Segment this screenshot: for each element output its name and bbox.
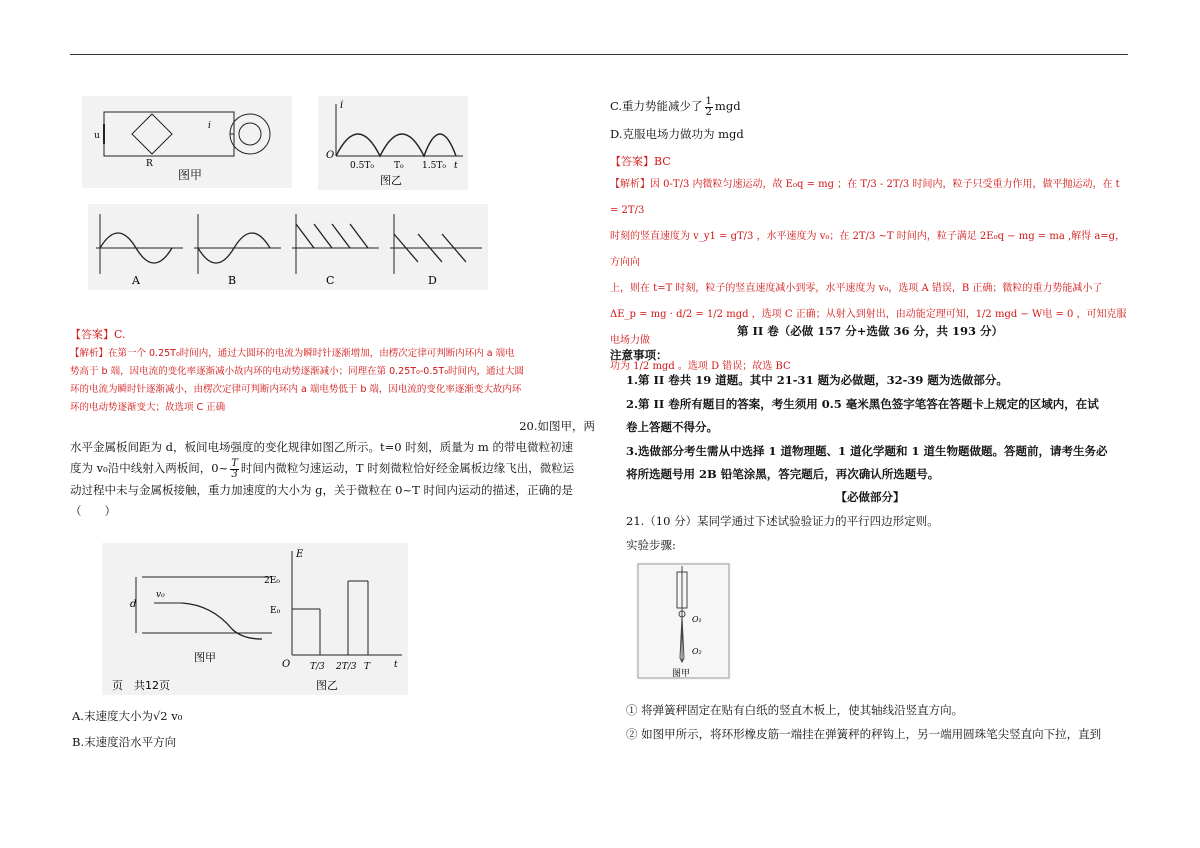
svg-text:u: u [94,131,100,141]
svg-text:i: i [340,100,344,111]
answer-1: 【答案】C. [70,328,126,341]
svg-text:E: E [296,549,304,560]
notices: 1.第 II 卷共 19 道题。其中 21-31 题为必做题，32-39 题为选做部分。 2.第 II 卷所有题目的答案，考生须用 0.5 毫米黑色签字笔答在答题卡上规定的区域内，在试 卷上答题不得分。 3.选做部分考生需从中选择 1 道物理题、1 道化学题和 1 道生物题做题。答题前，请考生务必 将所选题号用 2B 铅笔涂黑，答完题后，再次确认所选题号。 [626,373,1108,481]
notice-title: 注意事项： [610,348,668,362]
svg-text:O: O [326,150,335,161]
svg-text:2T/3: 2T/3 [336,662,357,672]
figure-options-graphs [88,204,488,290]
svg-text:i: i [208,121,211,131]
svg-text:E₀: E₀ [270,606,281,616]
steps-title: 实验步骤: [626,538,676,552]
svg-text:2E₀: 2E₀ [264,576,280,586]
option-c: C.重力势能减少了 $\frac{1}{2}$ mgd [610,95,741,118]
svg-text:O₂: O₂ [692,647,702,656]
svg-text:T/3: T/3 [310,662,325,672]
svg-text:A: A [132,274,140,287]
figure-circuit-caption: 图甲 [178,168,203,182]
svg-text:图乙: 图乙 [380,174,402,187]
svg-text:1.5T₀: 1.5T₀ [422,161,446,171]
svg-text:v₀: v₀ [156,590,165,600]
svg-text:O: O [282,659,291,670]
svg-text:B: B [228,274,237,287]
question-20: 20.如图甲，两 水平金属板间距为 d，板间电场强度的变化规律如图乙所示。t=0 时刻，质量为 m 的带电微粒初速 度为 v₀沿中线射入两板间，0~ $\frac{T}{3}$ 时间内微粒匀速运动，T 时刻微粒恰好经金属板边缘飞出，微粒运 动过程中未与金属板接触，重力加速度的大小为 g，关于微粒在 0~T 时间内运动的描述，正确的是 （ ） [70,419,595,518]
option-b: B.末速度沿水平方向 [72,735,177,749]
figure-plates-field [102,543,408,695]
svg-text:图甲: 图甲 [194,651,216,664]
option-d: D.克服电场力做功为 mgd [610,127,744,141]
analysis-1: 【解析】在第一个 0.25T₀时间内，通过大圆环的电流为瞬时针逐渐增加，由楞次定律可判断内环内 a 端电 势高于 b 端，因电流的变化率逐渐减小故内环的电动势逐渐减小；同理在第 0.25T₀-0.5T₀时间内，通过大圆 环的电流为瞬时针逐渐减小，由楞次定律可判断内环内 a 端电势低于 b 端，因电流的变化率逐渐变大故内环 环的电动势逐渐变大；故选项 C 正确 [70,348,525,413]
figure-current-graph [318,96,468,190]
svg-text:0.5T₀: 0.5T₀ [350,161,374,171]
svg-text:C: C [326,274,335,287]
step-2: ② 如图甲所示，将环形橡皮筋一端挂在弹簧秤的秤钩上，另一端用圆珠笔尖竖直向下拉，直到 [626,727,1102,741]
option-a: A.末速度大小为√2 v₀ [72,709,183,723]
section-title: 第 II 卷（必做 157 分+选做 36 分，共 193 分） [737,324,1003,338]
svg-text:T: T [364,662,371,672]
svg-text:图乙: 图乙 [316,679,338,692]
question-21: 21.（10 分）某同学通过下述试验验证力的平行四边形定则。 [626,514,939,528]
svg-text:t: t [454,161,458,171]
required-title: 【必做部分】 [835,490,905,504]
svg-text:d: d [130,599,137,610]
answer-2: 【答案】BC [610,155,671,168]
step-1: ① 将弹簧秤固定在贴有白纸的竖直木板上，使其轴线沿竖直方向。 [626,703,964,717]
svg-text:页 共12页: 页 共12页 [112,679,170,692]
svg-text:t: t [394,660,398,670]
figure-spring-scale [636,562,731,680]
header-rule [70,54,1128,55]
svg-text:T₀: T₀ [394,161,404,171]
analysis-2: 【解析】因 0-T/3 内微粒匀速运动，故 E₀q = mg ；在 T/3 - 2T/3 时间内，粒子只受重力作用，做平抛运动，在 t = 2T/3 时刻的竖直速度为 v_y1 = gT/3 ，水平速度为 v₀；在 2T/3 ~T 时间内，粒子满足 2E₀q − mg = ma ,解得 a=g，方向向 上，则在 t=T 时刻，粒子的竖直速度减小到零，水平速度为 v₀，选项 A 错误，B 正确；微粒的重力势能减小了 ΔE_p = mg · d/2 = 1/2 mgd ，选项 C 正确；从射入到射出，由动能定理可知，1/2 mgd − W电 = 0 ，可知克服电场力做 功为 1/2 mgd 。选项 D 错误；故选 BC [610,179,1127,372]
svg-text:D: D [428,274,437,287]
svg-text:R: R [146,159,153,169]
svg-text:图甲: 图甲 [672,669,691,679]
svg-text:O₁: O₁ [692,615,702,624]
